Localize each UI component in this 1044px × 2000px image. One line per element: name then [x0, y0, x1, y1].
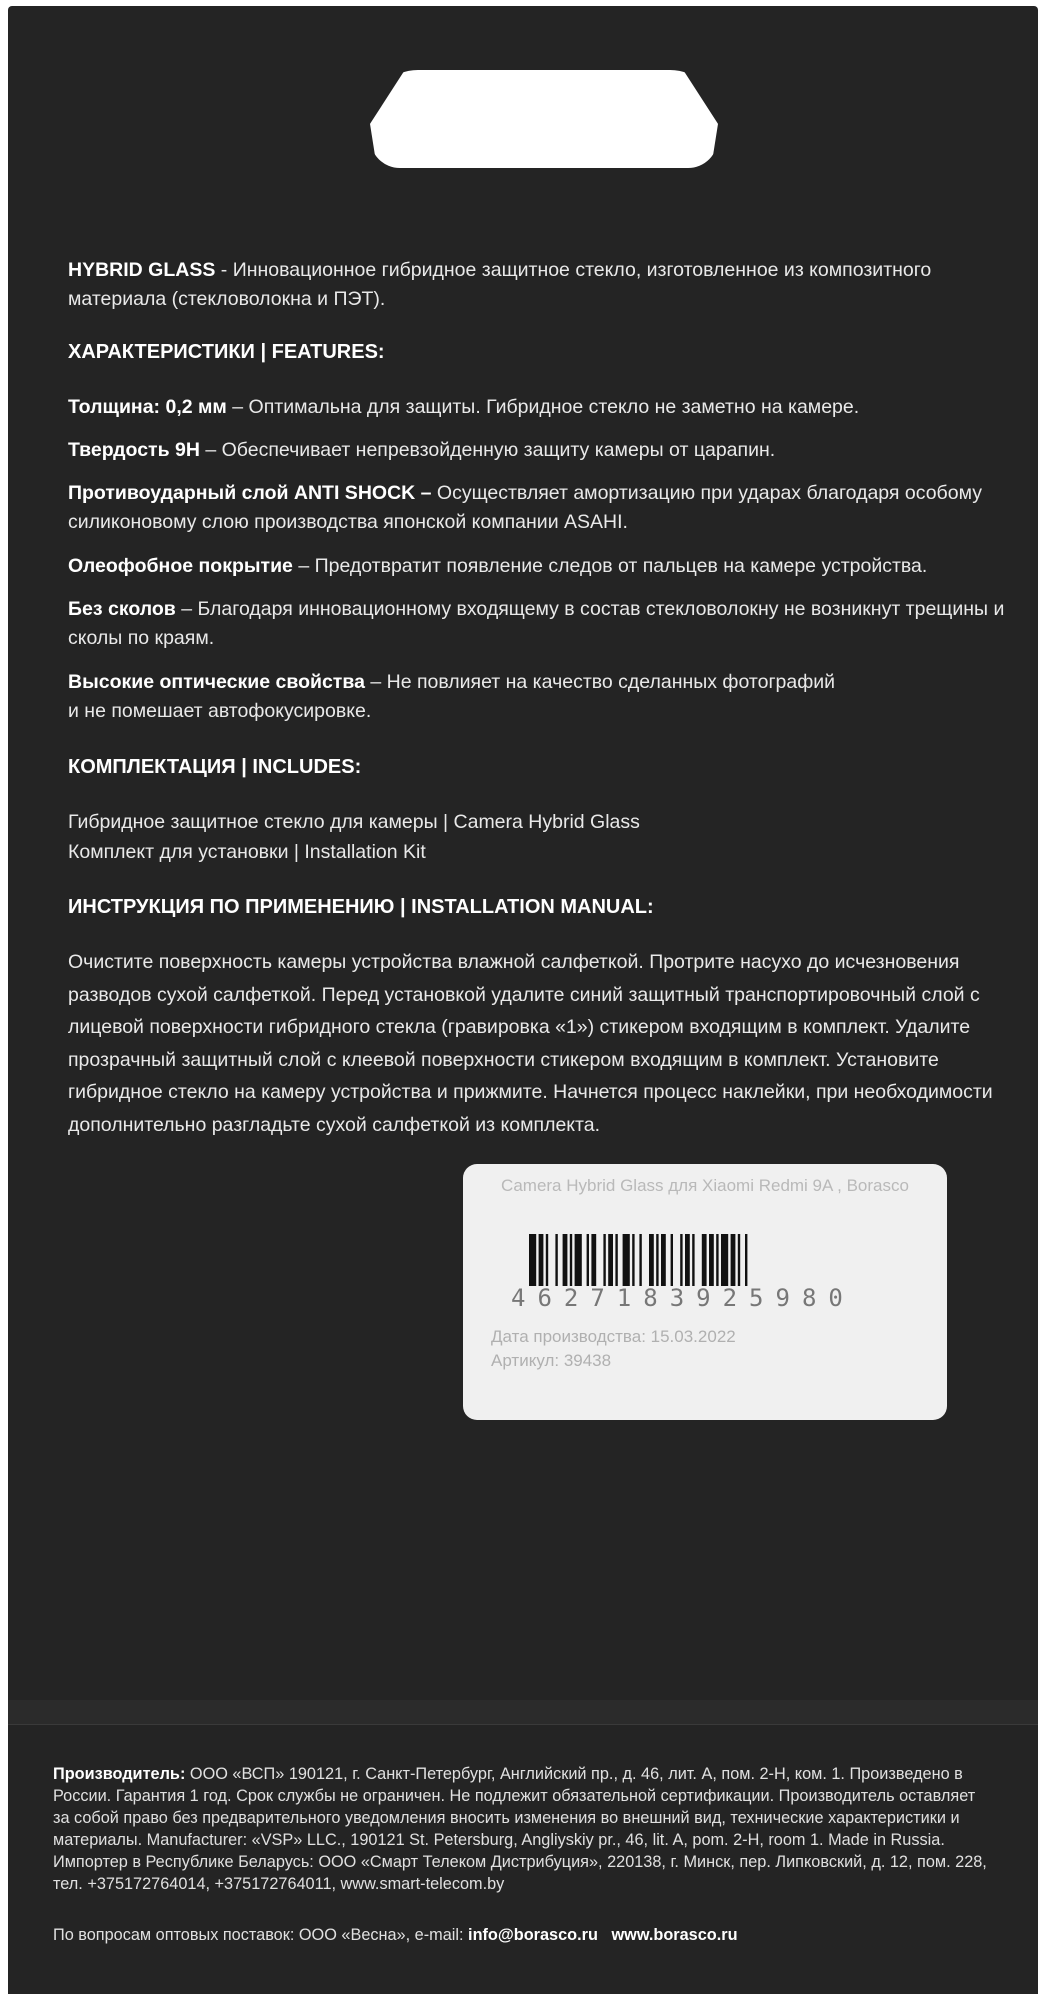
- brand-name: HYBRID GLASS: [68, 259, 216, 281]
- feature-title: Противоударный слой ANTI SHOCK –: [68, 482, 432, 504]
- barcode-bar: [603, 1234, 605, 1286]
- barcode-bar: [529, 1234, 536, 1286]
- sticker-title: Camera Hybrid Glass для Xiaomi Redmi 9A , Borasco: [501, 1176, 909, 1195]
- barcode-bar: [591, 1234, 596, 1286]
- feature-title: Толщина: 0,2 мм: [68, 396, 227, 418]
- feature-text: – Благодаря инновационному входящему в состав стекловолокну не возникнут трещины и сколы по краям.: [68, 598, 1005, 649]
- feature-item: [68, 595, 1008, 653]
- manual-heading: ИНСТРУКЦИЯ ПО ПРИМЕНЕНИЮ | INSTALLATION MANUAL:: [68, 896, 654, 918]
- feature-text: – Предотвратит появление следов от пальцев на камере устройства.: [292, 555, 928, 577]
- barcode-bar: [587, 1234, 589, 1286]
- barcode-bar: [656, 1234, 658, 1286]
- includes-item: Комплект для установки | Installation Kit: [68, 841, 426, 863]
- barcode-bar: [570, 1234, 572, 1286]
- barcode-bar: [632, 1234, 634, 1286]
- feature-item: [68, 436, 1008, 465]
- barcode-bar: [639, 1234, 641, 1286]
- manufacturer-title: Производитель:: [53, 1765, 186, 1783]
- spacer: [598, 1926, 612, 1944]
- features-heading: ХАРАКТЕРИСТИКИ | FEATURES:: [68, 341, 385, 363]
- website-link[interactable]: www.borasco.ru: [611, 1926, 738, 1944]
- feature-item: [68, 552, 1008, 581]
- intro-paragraph: [68, 256, 1008, 314]
- barcode-bar: [685, 1234, 690, 1286]
- wholesale-text: По вопросам оптовых поставок: ООО «Весна», e-mail:: [53, 1926, 469, 1944]
- barcode-bar: [692, 1234, 694, 1286]
- manufacturer-text: ООО «ВСП» 190121, г. Санкт-Петербург, Английский пр., д. 46, лит. А, пом. 2-Н, ком. 1. Произведено в России. Гарантия 1 год. Срок службы не ограничен. Не подлежит обязательной сертификации. Производитель оставляет за собой право без предварительного уведомления вносить изменения во внешний вид, технические характеристики и материалы. Manufacturer: «VSP» LLC., 190121 St. Petersburg, Angliyskiy pr., 46, lit. A, pom. 2-H, room 1. Made in Russia. Импортер в Республике Беларусь: ООО «Смарт Телеком Дистрибуция», 220138, г. Минск, пер. Липковский, д. 12, пом. 228, тел. +375172764014, +375172764011, www.smart-telecom.by: [53, 1765, 987, 1893]
- barcode-bar: [716, 1234, 718, 1286]
- barcode-bar: [661, 1234, 666, 1286]
- wholesale-info: [53, 1924, 993, 1946]
- includes-item: Гибридное защитное стекло для камеры | Camera Hybrid Glass: [68, 811, 640, 833]
- includes-heading: КОМПЛЕКТАЦИЯ | INCLUDES:: [68, 756, 362, 778]
- barcode-bar: [709, 1234, 714, 1286]
- feature-title: Олеофобное покрытие: [68, 555, 293, 577]
- barcode-bar: [546, 1234, 548, 1286]
- feature-item: [68, 668, 848, 726]
- feature-title: Высокие оптические свойства: [68, 671, 365, 693]
- barcode-bar: [615, 1234, 617, 1286]
- barcode-bar: [649, 1234, 654, 1286]
- manual-text: Очистите поверхность камеры устройства влажной салфеткой. Протрите насухо до исчезновения разводов сухой салфеткой. Перед установкой удалите синий защитный транспортировочный слой с лицевой поверхности гибридного стекла (гравировка «1») стикером входящим в комплект. Удалите прозрачный защитный слой с клеевой поверхности стикером входящим в комплект. Установите гибридное стекло на камеру устройства и прижмите. Начнется процесс наклейки, при необходимости дополнительно разгладьте сухой салфеткой из комплекта.: [68, 951, 993, 1136]
- barcode-bar: [731, 1234, 736, 1286]
- feature-item: [68, 393, 1008, 422]
- barcode-bar: [563, 1234, 568, 1286]
- barcode-bar: [680, 1234, 682, 1286]
- hang-hole: [370, 70, 718, 168]
- article-number: Артикул: 39438: [491, 1351, 612, 1370]
- fold-line: [8, 1700, 1038, 1725]
- feature-text: – Не повлияет на качество сделанных фотографий и не помешает автофокусировке.: [68, 671, 836, 722]
- barcode-bar: [671, 1234, 673, 1286]
- barcode-bar: [721, 1234, 728, 1286]
- contact-email[interactable]: info@borasco.ru: [468, 1926, 598, 1944]
- manufacturer-info: [53, 1763, 993, 1895]
- feature-item: [68, 479, 1008, 537]
- barcode-bar: [738, 1234, 740, 1286]
- barcode-bar: [745, 1234, 747, 1286]
- feature-text: – Обеспечивает непревзойденную защиту камеры от царапин.: [199, 439, 776, 461]
- feature-title: Твердость 9H: [68, 439, 200, 461]
- barcode-digits: 4627183925980: [511, 1284, 855, 1312]
- barcode-bar: [608, 1234, 613, 1286]
- barcode-bar: [555, 1234, 557, 1286]
- barcode-bar: [702, 1234, 707, 1286]
- production-date: Дата производства: 15.03.2022: [491, 1327, 736, 1346]
- barcode-bar: [575, 1234, 582, 1286]
- intro-text: - Инновационное гибридное защитное стекло, изготовленное из композитного материала (стекловолокна и ПЭТ).: [68, 259, 932, 310]
- product-sticker: [463, 1164, 947, 1420]
- barcode: [529, 1234, 889, 1286]
- barcode-bar: [623, 1234, 630, 1286]
- barcode-bar: [539, 1234, 544, 1286]
- feature-text: Осуществляет амортизацию при ударах благодаря особому силиконовому слою производства японской компании ASAHI.: [68, 482, 982, 533]
- feature-text: – Оптимальна для защиты. Гибридное стекло не заметно на камере.: [226, 396, 860, 418]
- feature-title: Без сколов: [68, 598, 176, 620]
